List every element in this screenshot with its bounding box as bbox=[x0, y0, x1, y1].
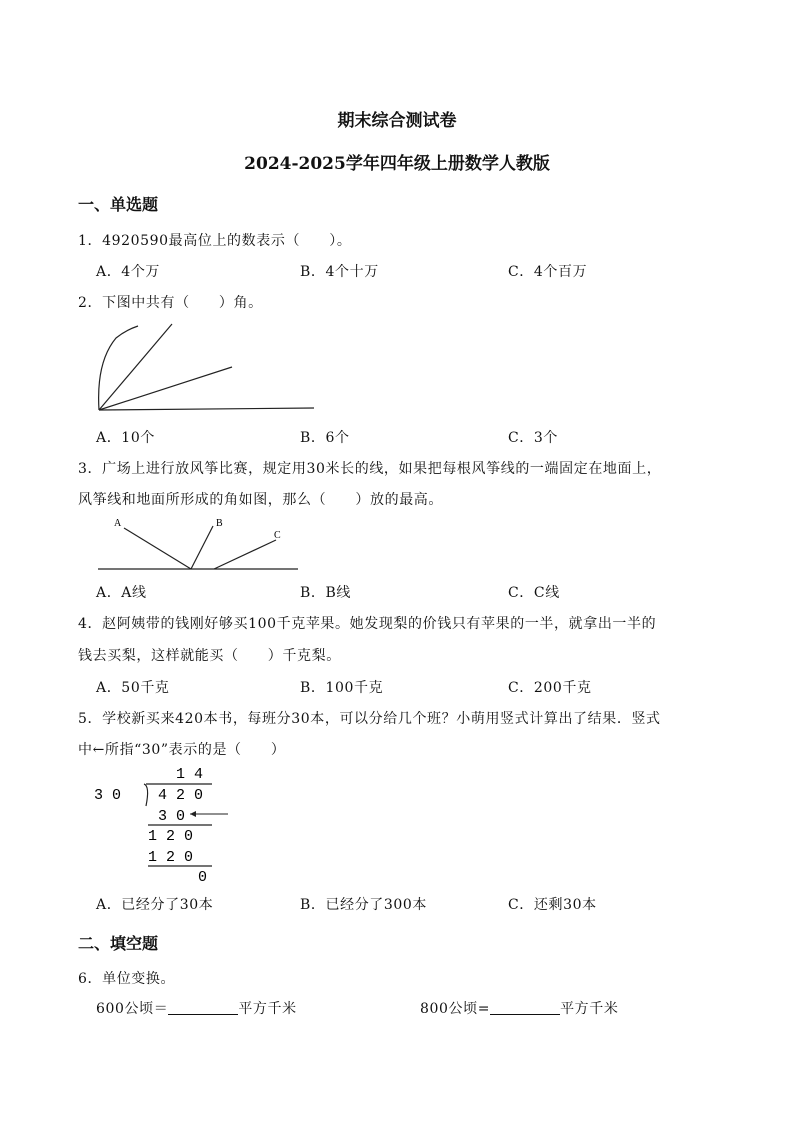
page-subtitle: 2024-2025学年四年级上册数学人教版 bbox=[244, 154, 550, 174]
angle-ray-3 bbox=[99, 408, 314, 410]
question-2-option-b: B．6个 bbox=[300, 430, 350, 446]
answer-blank-2[interactable] bbox=[490, 1000, 560, 1015]
division-step2: 1 2 0 bbox=[148, 849, 194, 866]
section-heading-fill-in: 二、填空题 bbox=[78, 934, 159, 953]
long-division-figure bbox=[88, 762, 248, 887]
question-4-option-b: B．100千克 bbox=[300, 680, 384, 696]
kite-label-c: C bbox=[274, 530, 281, 541]
kite-label-b: B bbox=[216, 518, 223, 529]
question-6-text: 6．单位变换。 bbox=[78, 971, 176, 987]
division-remainder2: 0 bbox=[198, 869, 208, 886]
angle-ray-2 bbox=[99, 367, 232, 410]
question-3-option-a: A．A线 bbox=[96, 585, 147, 601]
angle-curved-ray bbox=[99, 326, 138, 410]
angle-ray-1 bbox=[99, 324, 172, 410]
question-5-text-line2: 中←所指“30”表示的是（ ） bbox=[78, 742, 286, 758]
division-remainder1: 1 2 0 bbox=[148, 828, 194, 845]
question-1-text: 1．4920590最高位上的数表示（ ）。 bbox=[78, 233, 352, 249]
kite-line-a bbox=[124, 528, 191, 569]
division-step1: 3 0 bbox=[158, 808, 186, 825]
division-dividend: 4 2 0 bbox=[158, 787, 204, 804]
kite-label-a: A bbox=[114, 518, 122, 529]
division-quotient: 1 4 bbox=[176, 766, 204, 783]
question-5-text-line1: 5．学校新买来420本书，每班分30本，可以分给几个班？小萌用竖式计算出了结果．竖式 bbox=[78, 711, 661, 727]
question-2-option-c: C．3个 bbox=[508, 430, 559, 446]
question-2-option-a: A．10个 bbox=[96, 430, 155, 446]
question-1-option-a: A．4个万 bbox=[96, 264, 161, 280]
question-3-text-line1: 3．广场上进行放风筝比赛，规定用30米长的线，如果把每根风筝线的一端固定在地面上， bbox=[78, 461, 662, 477]
question-4-option-a: A．50千克 bbox=[96, 680, 170, 696]
question-3-option-b: B．B线 bbox=[300, 585, 351, 601]
question-3-text-line2: 风筝线和地面所形成的角如图，那么（ ）放的最高。 bbox=[78, 492, 443, 508]
question-5-option-b: B．已经分了300本 bbox=[300, 897, 428, 913]
question-4-text-line2: 钱去买梨，这样就能买（ ）千克梨。 bbox=[78, 648, 341, 664]
question-6-right-prefix: 800公顷= bbox=[420, 1001, 491, 1017]
question-2-text: 2．下图中共有（ ）角。 bbox=[78, 295, 263, 311]
division-divisor: 3 0 bbox=[94, 787, 122, 804]
kite-lines-figure bbox=[96, 514, 301, 574]
question-6-left-suffix: 平方千米 bbox=[238, 1001, 297, 1017]
question-6-left-row bbox=[96, 998, 297, 1018]
page-title: 期末综合测试卷 bbox=[337, 111, 457, 131]
arrow-left-icon bbox=[190, 811, 196, 817]
kite-line-c bbox=[214, 540, 276, 569]
question-6-left-prefix: 600公顷＝ bbox=[96, 1001, 169, 1017]
answer-blank-1[interactable] bbox=[168, 1000, 238, 1015]
question-4-option-c: C．200千克 bbox=[508, 680, 592, 696]
question-5-option-a: A．已经分了30本 bbox=[96, 897, 214, 913]
question-5-option-c: C．还剩30本 bbox=[508, 897, 597, 913]
question-4-text-line1: 4．赵阿姨带的钱刚好够买100千克苹果。她发现梨的价钱只有苹果的一半，就拿出一半的 bbox=[78, 616, 657, 632]
angle-figure bbox=[90, 322, 320, 417]
question-3-option-c: C．C线 bbox=[508, 585, 560, 601]
division-bracket bbox=[144, 784, 148, 806]
question-1-option-c: C．4个百万 bbox=[508, 264, 588, 280]
section-heading-single-choice: 一、单选题 bbox=[78, 195, 159, 214]
question-1-option-b: B．4个十万 bbox=[300, 264, 379, 280]
question-6-right-suffix: 平方千米 bbox=[560, 1001, 619, 1017]
kite-line-b bbox=[191, 526, 213, 569]
question-6-right-row bbox=[420, 998, 618, 1018]
